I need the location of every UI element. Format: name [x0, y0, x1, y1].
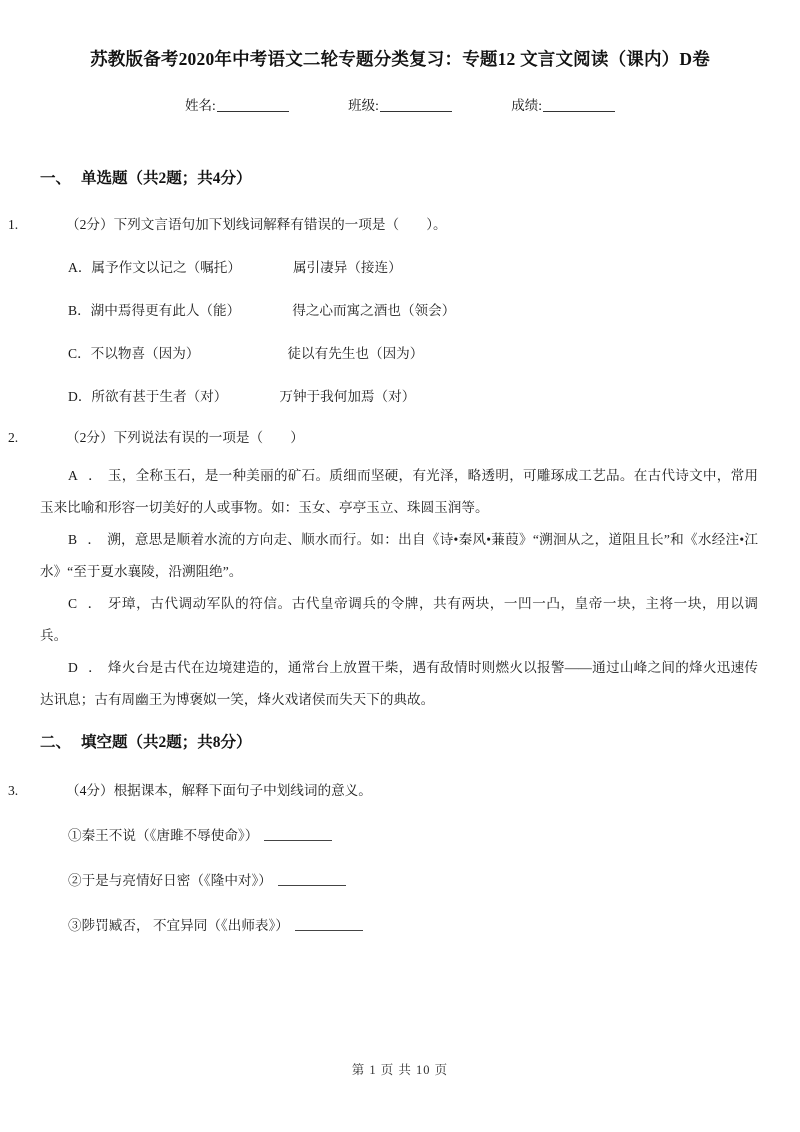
option-left-1c: 不以物喜（因为） [90, 346, 200, 362]
option-text-2c: 牙璋，古代调动军队的符信。古代皇帝调兵的令牌，共有两块，一凹一凸，皇帝一块，主将一块，用以调兵。 [40, 596, 758, 643]
option-left-1a: 属予作文以记之（嘱托） [91, 260, 241, 275]
page-title: 苏教版备考2020年中考语文二轮专题分类复习：专题12 文言文阅读（课内）D卷 [90, 49, 710, 69]
question-stem-2 [0, 427, 800, 448]
option-right-1b: 得之心而寓之酒也（领会） [292, 303, 456, 319]
fill-blank-2[interactable] [278, 873, 346, 886]
option-letter-1b: B． [68, 303, 91, 319]
option-right-1d: 万钟于我何加焉（对） [279, 389, 416, 405]
fill-item-1[interactable] [0, 825, 800, 846]
question-text-3: （4分）根据课本，解释下面句子中划线词的意义。 [66, 782, 372, 798]
section-number-1: 一、 [40, 170, 72, 188]
option-letter-1d: D． [68, 389, 92, 405]
student-class-field[interactable] [348, 94, 452, 114]
option-left-1d: 所欲有甚于生者（对） [91, 389, 228, 405]
fill-blank-1[interactable] [264, 828, 332, 841]
student-score-field[interactable] [511, 94, 615, 114]
question-number-2: 2. [8, 430, 19, 446]
option-text-2a: 玉，全称玉石，是一种美丽的矿石。质细而坚硬，有光泽，略透明，可雕琢成工艺品。在古代诗文中，常用玉来比喻和形容一切美好的人或事物。如：玉女、亭亭玉立、珠圆玉润等。 [40, 468, 759, 516]
section-title-1: 单选题（共2题；共4分） [81, 170, 252, 188]
option-right-1a: 属引凄异（接连） [292, 260, 402, 275]
option-text-2b: 溯，意思是顺着水流的方向走、顺水而行。如：出自《诗•秦风•蒹葭》“溯洄从之，道阻且长”和《水经注•江水》“至于夏水襄陵，沿溯阻绝”。 [40, 532, 759, 580]
fill-item-text-1: ①秦王不说（《唐雎不辱使命》） [68, 827, 259, 843]
section-number-2: 二、 [40, 733, 72, 751]
option-row-2c[interactable] [0, 588, 800, 652]
option-row-2b[interactable] [0, 524, 800, 588]
option-row-2a[interactable] [0, 460, 800, 524]
student-name-field[interactable] [185, 94, 289, 114]
option-dot-2d: ． [87, 659, 102, 675]
student-score-label: 成绩: [511, 98, 543, 114]
page-footer: 第 1 页 共 10 页 [351, 1063, 449, 1077]
student-class-label: 班级: [348, 98, 379, 114]
option-letter-1c: C． [68, 346, 91, 362]
option-letter-2c: C [68, 596, 78, 612]
student-class-blank[interactable] [380, 98, 452, 112]
student-info-row [0, 94, 800, 114]
option-letter-2b: B [68, 532, 78, 548]
fill-item-2[interactable] [0, 870, 800, 891]
fill-blank-3[interactable] [295, 918, 363, 931]
question-number-1: 1. [8, 216, 19, 232]
option-letter-1a: A． [68, 260, 92, 275]
student-name-blank[interactable] [217, 98, 289, 112]
fill-item-text-3: ③陟罚臧否， 不宜异同（《出师表》） [68, 917, 289, 933]
question-number-3: 3. [8, 782, 19, 798]
fill-item-3[interactable] [0, 915, 800, 936]
section-title-2: 填空题（共2题；共8分） [81, 733, 252, 751]
option-row-1d[interactable] [0, 386, 800, 407]
question-text-2: （2分）下列说法有误的一项是（ ） [66, 430, 304, 446]
option-row-1b[interactable] [0, 300, 800, 321]
question-stem-1 [0, 214, 800, 235]
option-text-2d: 烽火台是古代在边境建造的，通常台上放置干柴，遇有敌情时则燃火以报警——通过山峰之间的烽火迅速传达讯息；古有周幽王为博褒姒一笑，烽火戏诸侯而失天下的典故。 [40, 659, 758, 707]
option-row-2d[interactable] [0, 652, 800, 716]
option-dot-2b: ． [87, 532, 102, 548]
option-dot-2c: ． [87, 596, 102, 612]
option-row-1c[interactable] [0, 343, 800, 364]
question-text-1: （2分）下列文言语句加下划线词解释有错误的一项是（ ）。 [66, 216, 447, 232]
option-left-1b: 湖中焉得更有此人（能） [90, 303, 241, 319]
fill-item-text-2: ②于是与亮情好日密（《隆中对》） [68, 872, 272, 888]
question-stem-3 [0, 780, 800, 801]
section-heading-1 [0, 168, 800, 190]
option-letter-2a: A [68, 468, 78, 484]
option-right-1c: 徒以有先生也（因为） [287, 346, 424, 362]
option-letter-2d: D [68, 659, 78, 675]
option-row-1a[interactable] [0, 257, 800, 278]
option-dot-2a: ． [87, 468, 102, 484]
section-heading-2 [0, 732, 800, 754]
student-name-label: 姓名: [184, 98, 216, 114]
student-score-blank[interactable] [543, 98, 615, 112]
